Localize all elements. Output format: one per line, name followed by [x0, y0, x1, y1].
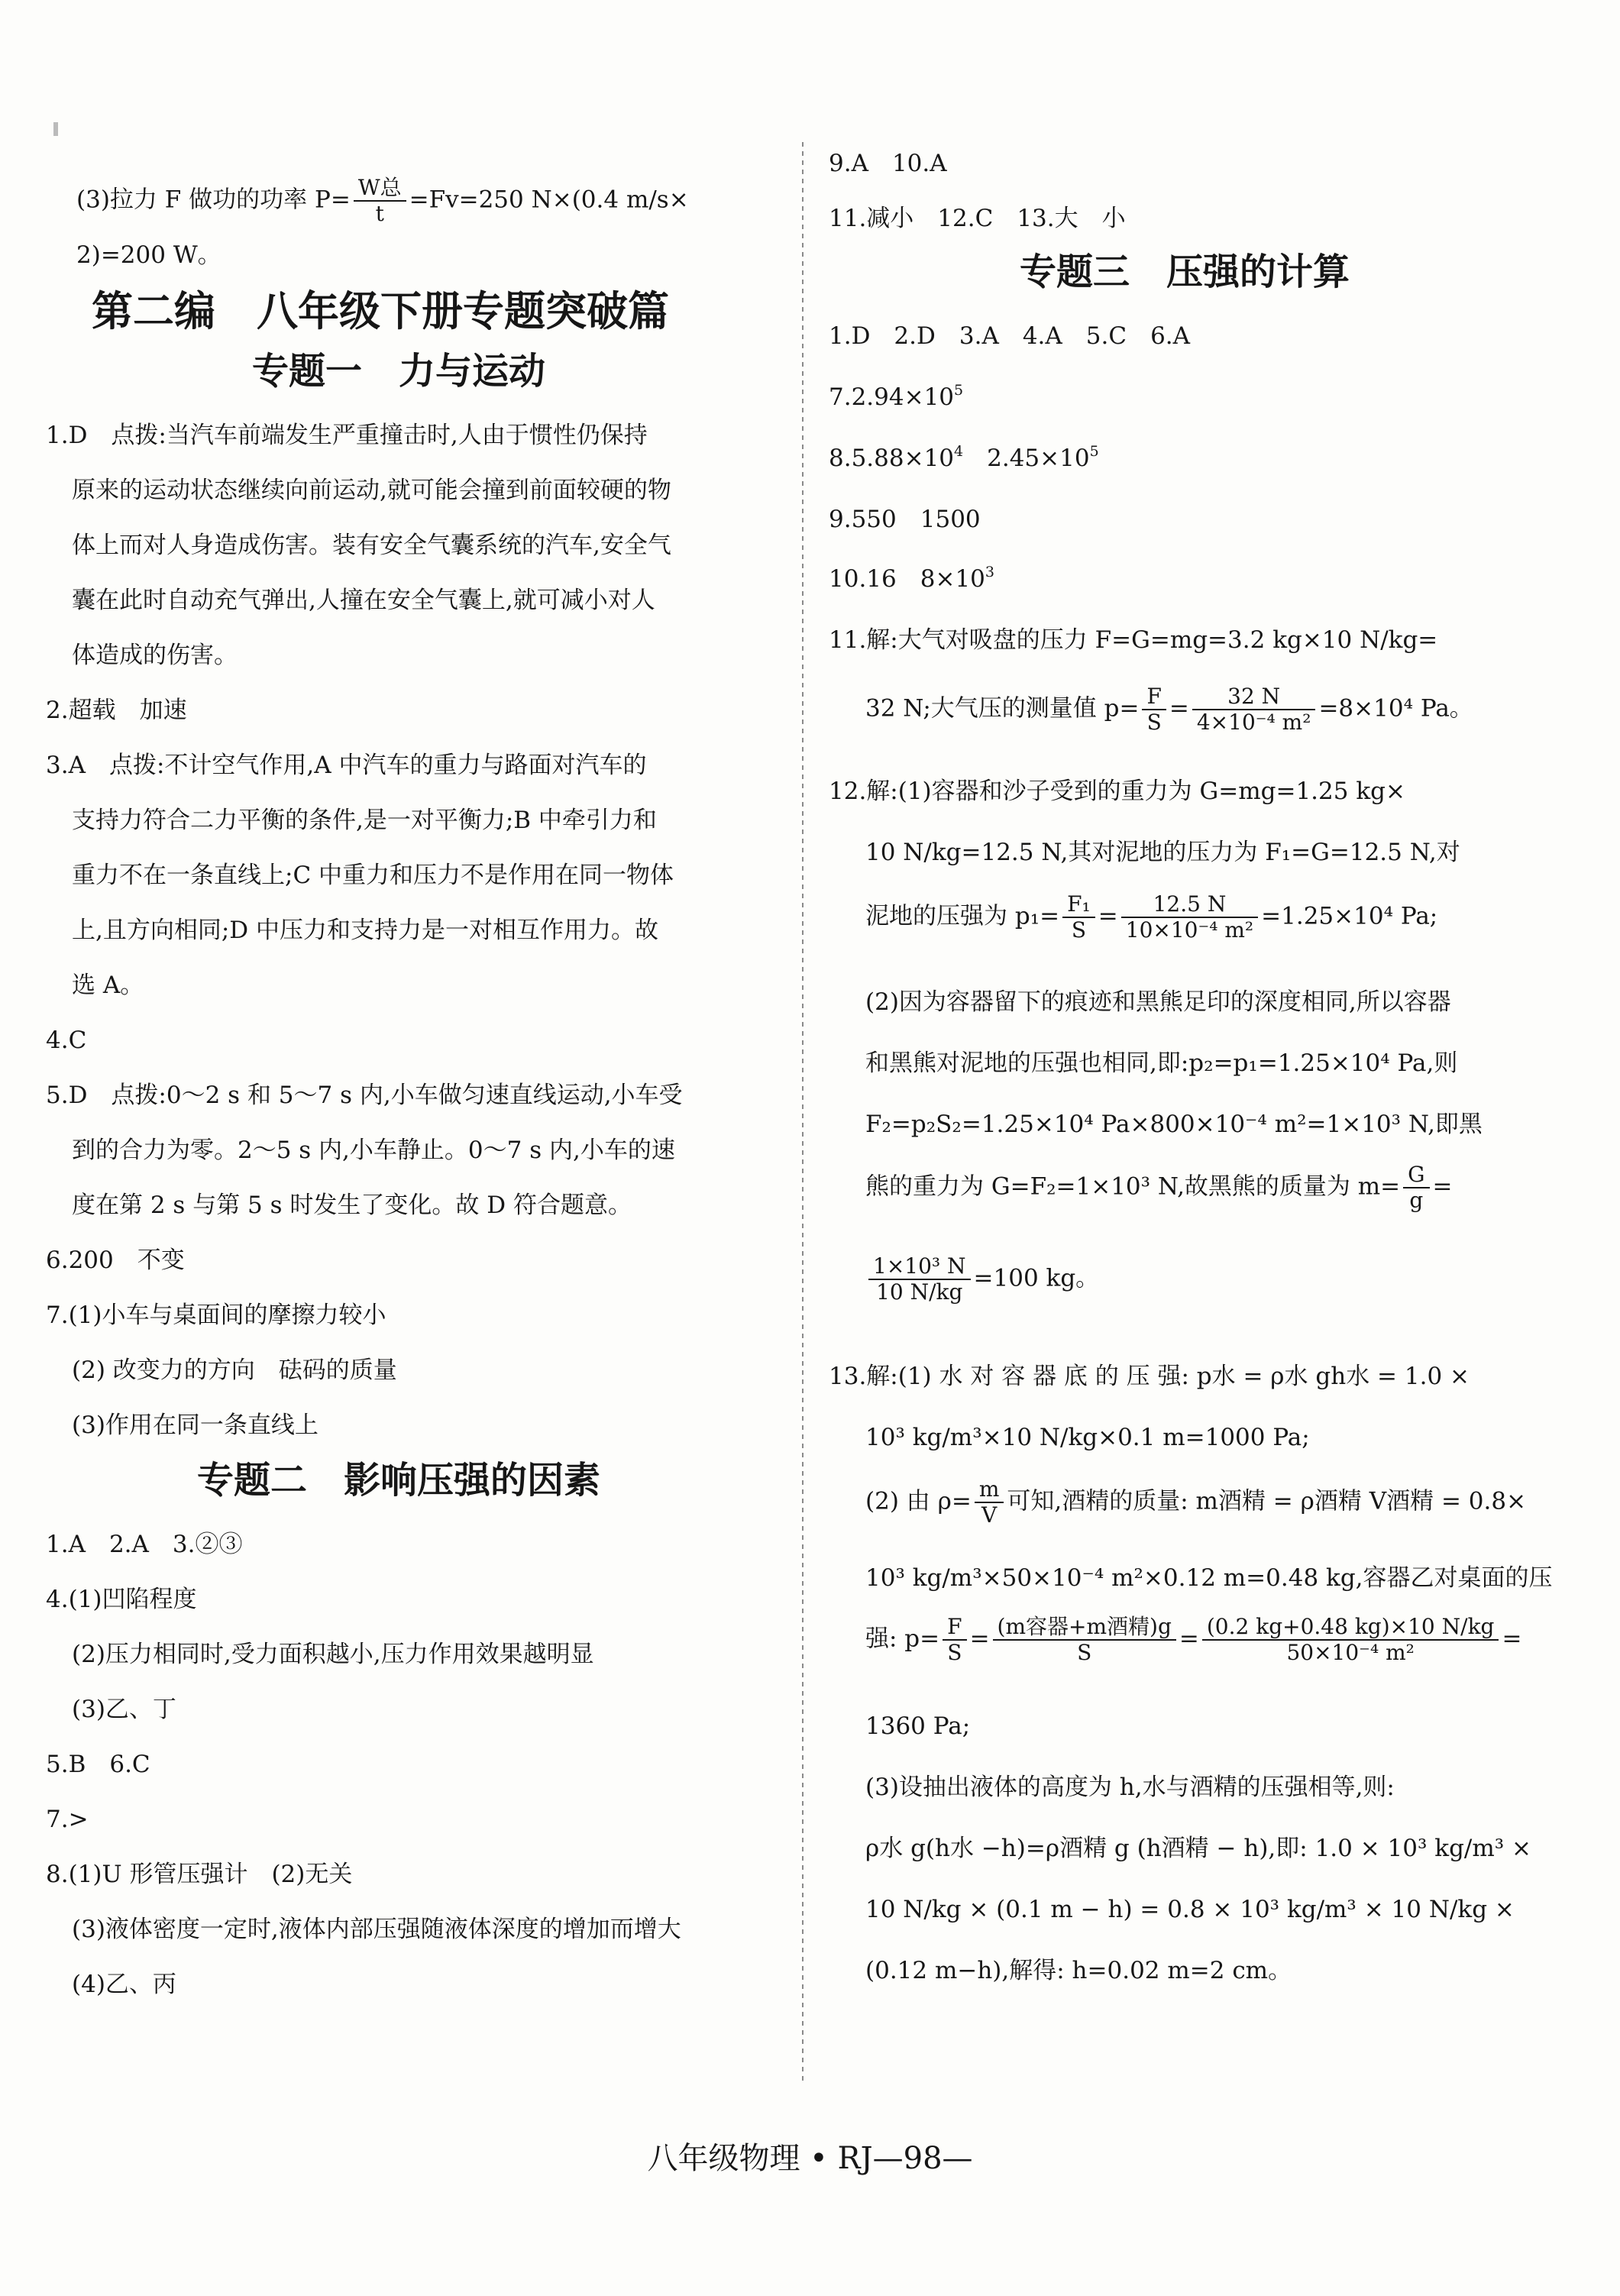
- scan-mark: [53, 122, 58, 136]
- answer-line: (3)作用在同一条直线上: [72, 1412, 319, 1439]
- fraction: $\frac{F}{S}$: [943, 1615, 966, 1665]
- topic-heading-1: 专题一 力与运动: [252, 350, 546, 393]
- answer-line: 上,且方向相同;D 中压力和支持力是一对相互作用力。故: [72, 917, 659, 944]
- fraction: $\frac{m}{V}$: [975, 1477, 1004, 1528]
- power-line: [76, 176, 689, 226]
- answer-line: 10 N/kg=12.5 N,其对泥地的压力为 F₁=G=12.5 N,对: [865, 839, 1460, 866]
- answer-line: 10 N/kg × (0.1 m − h) = 0.8 × 10³ kg/m³ × 10 N/kg ×: [865, 1896, 1515, 1923]
- text: =Fv=250 N×(0.4 m/s×: [409, 186, 689, 214]
- answer-line: ρ水 g(h水 −h)=ρ酒精 g (h酒精 − h),即: 1.0 × 10³ kg/m³ ×: [865, 1835, 1532, 1862]
- answer-line: 7.>: [46, 1806, 89, 1833]
- answer-line: (0.12 m−h),解得: h=0.02 m=2 cm。: [865, 1957, 1292, 1984]
- answer-line: 1.A 2.A 3.②③: [46, 1531, 243, 1558]
- answer-line: (2)因为容器留下的痕迹和黑熊足印的深度相同,所以容器: [865, 988, 1451, 1016]
- formula-line: 泥地的压强为 p₁= $\frac{\text{F₁}}{S}$ = $\frac{12.5 N}{\text{10×10⁻⁴ m²}}$ =1.25×10⁴ Pa;: [865, 891, 1438, 943]
- fraction: $\frac{32 N}{\text{4×10⁻⁴ m²}}$: [1192, 684, 1316, 735]
- fraction: $\frac{F}{S}$: [1142, 684, 1166, 735]
- text: (3)拉力 F 做功的功率 P=: [76, 186, 351, 214]
- answer-line: 9.A 10.A: [829, 150, 947, 177]
- answer-line: 10³ kg/m³×50×10⁻⁴ m²×0.12 m=0.48 kg,容器乙对桌面的压: [865, 1564, 1553, 1592]
- formula-line: $\frac{\text{1×10³ N}}{10 N/kg}$ =100 kg。: [865, 1254, 1099, 1305]
- answer-line: 体上而对人身造成伤害。装有安全气囊系统的汽车,安全气: [72, 532, 671, 559]
- answer-line: F₂=p₂S₂=1.25×10⁴ Pa×800×10⁻⁴ m²=1×10³ N,即黑: [865, 1111, 1483, 1138]
- fraction: $\frac{\text{W总}}{t}$: [354, 176, 406, 226]
- answer-line: 度在第 2 s 与第 5 s 时发生了变化。故 D 符合题意。: [72, 1192, 632, 1219]
- page-footer: 八年级物理 • RJ—98—: [647, 2141, 973, 2176]
- fraction: $\frac{\text{(m容器+m酒精)g}}{S}$: [993, 1615, 1176, 1665]
- answer-line: 支持力符合二力平衡的条件,是一对平衡力;B 中牵引力和: [72, 807, 657, 834]
- formula-line: 强: p= $\frac{F}{S}$ = $\frac{\text{(m容器+m酒精)g}}{S}$ = $\frac{(0.2 kg+0.48 kg)\times 10 N/kg}{\text{50×10⁻⁴ m²}}$ =: [865, 1614, 1522, 1665]
- answer-line: 8.(1)U 形管压强计 (2)无关: [46, 1861, 353, 1888]
- fraction: $\frac{12.5 N}{\text{10×10⁻⁴ m²}}$: [1121, 892, 1258, 943]
- answer-line: 1.D 点拨:当汽车前端发生严重撞击时,人由于惯性仍保持: [46, 422, 648, 449]
- answer-line: (3)液体密度一定时,液体内部压强随液体深度的增加而增大: [72, 1916, 681, 1943]
- answer-line: 囊在此时自动充气弹出,人撞在安全气囊上,就可减小对人: [72, 587, 655, 614]
- topic-heading-2: 专题二 影响压强的因素: [197, 1459, 601, 1502]
- answer-line: 4.(1)凹陷程度: [46, 1586, 197, 1613]
- answer-line: 10.16 $8\times 10^3$: [829, 564, 994, 593]
- answer-line: 12.解:(1)容器和沙子受到的重力为 G=mg=1.25 kg×: [829, 778, 1405, 805]
- answer-line: 体造成的伤害。: [72, 642, 238, 669]
- answer-line: (2) 改变力的方向 砝码的质量: [72, 1357, 397, 1384]
- formula-line: 32 N;大气压的测量值 p= $\frac{F}{S}$ = $\frac{32 N}{\text{4×10⁻⁴ m²}}$ =8×10⁴ Pa。: [865, 684, 1473, 735]
- answer-line: (3)设抽出液体的高度为 h,水与酒精的压强相等,则:: [865, 1774, 1395, 1801]
- answer-line: 11.解:大气对吸盘的压力 F=G=mg=3.2 kg×10 N/kg=: [829, 626, 1438, 654]
- answer-line: 11.减小 12.C 13.大 小: [829, 205, 1126, 232]
- answer-line: 5.B 6.C: [46, 1751, 150, 1778]
- answer-line: 到的合力为零。2～5 s 内,小车静止。0～7 s 内,小车的速: [72, 1137, 675, 1164]
- answer-line: 1.D 2.D 3.A 4.A 5.C 6.A: [829, 322, 1191, 350]
- answer-line: 7.(1)小车与桌面间的摩擦力较小: [46, 1302, 386, 1329]
- answer-line: 9.550 1500: [829, 506, 981, 533]
- answer-line: (4)乙、丙: [72, 1971, 176, 1998]
- formula-line: 熊的重力为 G=F₂=1×10³ N,故黑熊的质量为 m= $\frac{G}{g}$ =: [865, 1162, 1453, 1213]
- answer-line: 5.D 点拨:0～2 s 和 5～7 s 内,小车做匀速直线运动,小车受: [46, 1082, 683, 1109]
- answer-line: 10³ kg/m³×10 N/kg×0.1 m=1000 Pa;: [865, 1424, 1310, 1451]
- topic-heading-3: 专题三 压强的计算: [1020, 251, 1350, 293]
- fraction: $\frac{\text{1×10³ N}}{10 N/kg}$: [868, 1254, 971, 1305]
- fraction: $\frac{(0.2 kg+0.48 kg)\times 10 N/kg}{\text{50×10⁻⁴ m²}}$: [1202, 1615, 1499, 1665]
- answer-line: 选 A。: [72, 972, 144, 999]
- answer-line: (3)乙、丁: [72, 1696, 176, 1723]
- answer-line: 原来的运动状态继续向前运动,就可能会撞到前面较硬的物: [72, 477, 671, 504]
- answer-line: 1360 Pa;: [865, 1712, 971, 1740]
- fraction: $\frac{\text{F₁}}{S}$: [1062, 892, 1095, 943]
- answer-line: $7.2.94\times 10^5$: [829, 382, 964, 411]
- part-heading: 第二编 八年级下册专题突破篇: [92, 287, 669, 335]
- answer-line: (2)压力相同时,受力面积越小,压力作用效果越明显: [72, 1641, 594, 1668]
- answer-line: 4.C: [46, 1027, 87, 1054]
- formula-line: (2) 由 ρ= $\frac{m}{V}$ 可知,酒精的质量: m酒精 = ρ酒精 V酒精 = 0.8×: [865, 1476, 1527, 1528]
- answer-line: $8.5.88\times 10^4$ $2.45\times 10^5$: [829, 443, 1099, 472]
- answer-line: 2.超载 加速: [46, 697, 187, 724]
- text-line: 2)=200 W。: [76, 241, 221, 269]
- answer-line: 3.A 点拨:不计空气作用,A 中汽车的重力与路面对汽车的: [46, 752, 647, 779]
- answer-line: 6.200 不变: [46, 1247, 185, 1274]
- answer-line: 重力不在一条直线上;C 中重力和压力不是作用在同一物体: [72, 862, 674, 889]
- answer-line: 13.解:(1) 水 对 容 器 底 的 压 强: p水 = ρ水 gh水 = 1.0 ×: [829, 1363, 1470, 1390]
- answer-line: 和黑熊对泥地的压强也相同,即:p₂=p₁=1.25×10⁴ Pa,则: [865, 1049, 1458, 1077]
- fraction: $\frac{G}{g}$: [1403, 1163, 1429, 1213]
- column-divider: [802, 142, 804, 2082]
